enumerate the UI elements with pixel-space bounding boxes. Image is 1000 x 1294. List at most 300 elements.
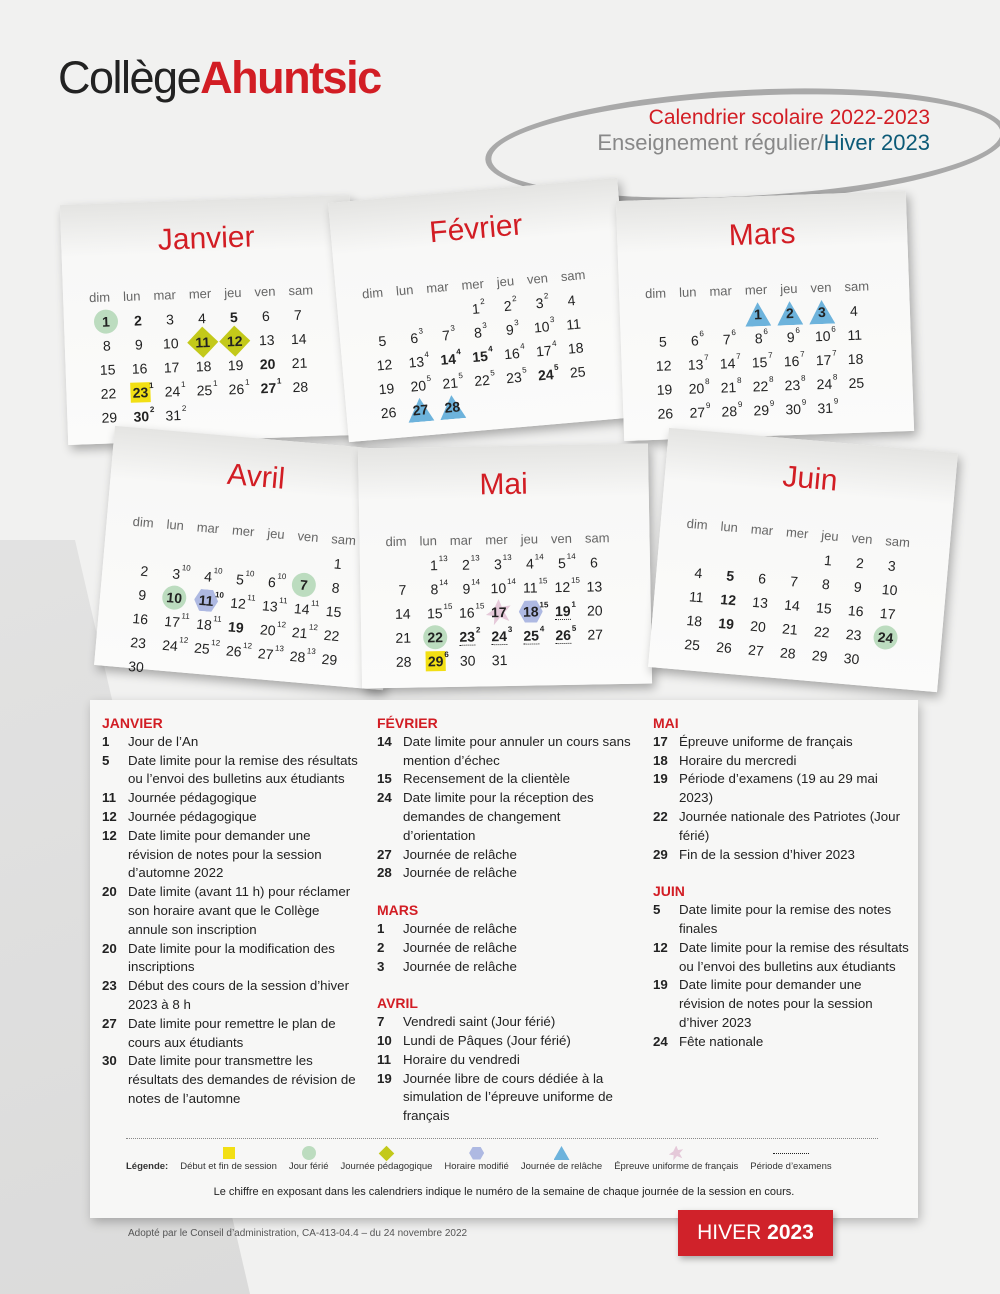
legend-text: Période d’examens	[750, 1161, 832, 1172]
day-number: 8	[102, 337, 111, 354]
day-number: 25	[569, 363, 587, 381]
day-cell	[514, 551, 546, 576]
legend-symbol	[381, 1145, 392, 1161]
empty-cell	[710, 303, 743, 328]
weekday-label: mar	[750, 521, 774, 539]
week-number: 15	[443, 601, 453, 612]
day-cell	[281, 643, 315, 670]
day-cell	[91, 357, 124, 382]
day-number: 4	[693, 564, 704, 582]
day-cell	[451, 600, 483, 625]
day-cell	[482, 576, 517, 601]
week-number: 14	[506, 576, 517, 586]
event-row	[377, 1051, 633, 1070]
weekday-label: sam	[330, 531, 357, 549]
month-card-mai	[358, 443, 652, 688]
empty-cell	[747, 541, 781, 568]
day-number: 14 7	[719, 351, 741, 372]
week-number: 8	[800, 373, 806, 383]
day-cell	[875, 552, 909, 579]
day-cell	[125, 404, 158, 429]
day-cell	[839, 597, 873, 624]
day-cell	[387, 626, 419, 651]
event-text: Période d’examens (19 au 29 mai 2023)	[679, 771, 878, 806]
event-text: Journée de relâche	[403, 920, 517, 936]
week-number: 9	[833, 396, 839, 406]
weekday-label: lun	[122, 288, 141, 304]
day-number: 11 10	[198, 590, 225, 610]
event-day: 28	[377, 865, 392, 881]
weekday-label: mar	[709, 283, 733, 299]
day-number: 21 8	[720, 375, 742, 396]
day-cell	[187, 611, 221, 638]
legend-item	[521, 1145, 602, 1172]
day-cell	[317, 598, 351, 625]
day-number: 3	[165, 311, 175, 328]
day-cell	[811, 547, 845, 574]
day-number: 9 3	[505, 317, 519, 339]
day-number: 16	[131, 360, 148, 377]
weekday-label: dim	[686, 515, 709, 533]
day-cell	[285, 595, 319, 622]
day-number: 11	[195, 333, 211, 351]
day-cell	[497, 364, 531, 391]
week-number: 12	[276, 619, 287, 630]
day-number: 7 6	[722, 328, 737, 348]
day-cell	[251, 351, 284, 376]
legend-item	[614, 1145, 738, 1172]
day-cell	[649, 401, 682, 426]
day-number: 20 8	[688, 376, 710, 397]
day-cell	[321, 550, 355, 577]
event-row	[377, 1032, 633, 1051]
day-cell	[465, 367, 499, 394]
week-number: 7	[736, 351, 741, 362]
day-cell	[646, 329, 679, 354]
event-row	[102, 808, 358, 827]
day-number: 30	[843, 649, 861, 668]
day-number: 23 1	[132, 380, 154, 401]
day-cell	[92, 381, 125, 406]
day-cell	[843, 550, 877, 577]
weekday-label: jeu	[820, 527, 840, 544]
day-cell	[223, 566, 257, 593]
legend-text: Épreuve uniforme de français	[614, 1161, 739, 1172]
event-text: Date limite pour demander une révision de notes pour la session d’automne 2022	[128, 827, 322, 881]
week-number: 1	[180, 379, 186, 390]
week-number: 2	[475, 625, 481, 635]
day-number: 2 2	[503, 294, 517, 315]
day-cell	[419, 649, 451, 674]
week-number: 8	[736, 375, 742, 386]
event-text: Épreuve uniforme de français	[679, 733, 853, 749]
day-number: 15 4	[471, 344, 494, 366]
exam-period-icon	[773, 1153, 809, 1154]
event-text: Horaire du mercredi	[679, 752, 797, 768]
day-cell	[514, 575, 546, 600]
day-cell	[771, 640, 805, 667]
day-cell	[745, 398, 778, 423]
empty-cell	[779, 544, 813, 571]
session-tag-year: 2023	[767, 1221, 814, 1244]
day-number: 27 13	[257, 643, 285, 663]
day-number: 3 2	[535, 291, 549, 312]
day-number: 21	[291, 354, 308, 372]
day-cell	[838, 322, 871, 347]
day-number: 7	[293, 306, 303, 324]
event-row	[102, 977, 358, 1015]
day-number: 27 1	[260, 376, 282, 397]
day-number: 3	[817, 303, 827, 321]
day-number: 2	[785, 304, 795, 322]
month-name: Mars	[728, 216, 797, 253]
day-number: 8 14	[430, 577, 449, 598]
day-cell	[806, 323, 839, 348]
event-text: Jour de l’An	[128, 733, 199, 749]
day-cell	[125, 581, 159, 608]
empty-cell	[427, 298, 461, 325]
day-number: 28 13	[289, 646, 317, 666]
day-number: 23	[129, 634, 147, 652]
week-number: 5	[571, 623, 577, 633]
weekday-label: lun	[678, 284, 697, 300]
day-cell	[188, 378, 221, 403]
day-number: 28 9	[721, 399, 743, 420]
day-cell	[523, 290, 557, 317]
day-cell	[491, 292, 525, 319]
week-number: 12	[210, 638, 221, 648]
day-number: 5	[725, 567, 735, 585]
week-number: 5	[521, 365, 528, 375]
day-cell	[713, 399, 746, 424]
day-number: 23 5	[505, 365, 528, 387]
week-number: 13	[274, 643, 285, 654]
day-cell	[742, 326, 775, 351]
week-number: 6	[763, 326, 769, 337]
day-number: 29	[101, 409, 118, 426]
day-number: 17 11	[163, 611, 191, 631]
day-number: 18	[847, 350, 864, 368]
day-number: 9	[134, 336, 143, 353]
day-cell	[869, 624, 903, 651]
day-number: 12 11	[229, 593, 257, 612]
group-gap	[377, 883, 633, 901]
day-number: 26	[657, 405, 674, 422]
day-number: 20	[259, 355, 276, 373]
day-number: 3	[887, 557, 897, 575]
day-cell	[775, 349, 808, 374]
event-day: 19	[377, 1070, 392, 1086]
day-number: 8 6	[754, 326, 769, 347]
day-number: 7 3	[441, 323, 456, 344]
week-number: 8	[704, 376, 710, 387]
day-number: 22 5	[473, 368, 496, 389]
day-number: 31 9	[817, 396, 839, 417]
week-number: 3	[507, 624, 513, 634]
week-number: 5	[489, 368, 496, 378]
day-cell	[680, 376, 713, 401]
day-number: 14	[783, 596, 801, 614]
day-cell	[255, 569, 289, 596]
weekday-label: lun	[719, 518, 739, 536]
month-name: Mai	[479, 467, 529, 502]
week-number: 5	[426, 373, 432, 384]
day-number: 7	[398, 581, 407, 598]
day-cell	[250, 327, 283, 352]
day-cell	[367, 351, 401, 378]
event-month-heading: JUIN	[653, 883, 685, 900]
event-day: 30	[102, 1053, 117, 1069]
weekday-label: sam	[288, 282, 314, 299]
day-number: 22 8	[752, 374, 774, 395]
day-number: 6	[261, 307, 271, 325]
day-cell	[219, 353, 252, 378]
day-number: 12	[375, 356, 393, 374]
day-cell	[153, 632, 187, 659]
day-number: 6 10	[267, 571, 287, 591]
event-month-heading: MARS	[377, 902, 419, 919]
events-panel	[90, 700, 918, 1218]
week-number: 1	[571, 599, 576, 609]
day-number: 28	[779, 644, 797, 662]
day-cell	[555, 287, 589, 314]
day-number: 10 14	[490, 576, 517, 597]
day-cell	[777, 397, 810, 422]
day-number: 26	[715, 638, 733, 657]
empty-cell	[289, 548, 323, 575]
event-day: 3	[377, 958, 385, 974]
week-number: 6	[444, 649, 449, 660]
day-cell	[450, 576, 482, 601]
releche-icon	[554, 1146, 570, 1160]
weekday-header	[89, 282, 313, 305]
day-number: 2 13	[461, 553, 480, 573]
day-cell	[418, 553, 450, 578]
day-cell	[124, 380, 157, 405]
week-number: 14	[439, 577, 449, 588]
day-number: 22	[323, 626, 341, 645]
subtitle-session: Hiver 2023	[823, 130, 930, 155]
month-card-mars	[616, 191, 914, 441]
day-cell	[743, 350, 776, 375]
day-cell	[123, 605, 157, 632]
event-text: Horaire du vendredi	[403, 1051, 520, 1067]
event-day: 20	[102, 940, 117, 956]
day-cell	[187, 354, 220, 379]
day-number: 28	[292, 378, 309, 396]
day-number: 8	[821, 575, 831, 593]
weekday-label: mer	[188, 285, 212, 302]
day-number: 15 15	[426, 601, 453, 622]
week-number: 7	[704, 352, 709, 363]
day-cell	[837, 621, 871, 648]
day-cell	[451, 624, 483, 649]
events-column-3	[653, 714, 909, 1052]
event-day: 23	[102, 978, 117, 994]
week-number: 4	[551, 338, 557, 349]
weekday-label: jeu	[223, 284, 242, 301]
week-number: 1	[148, 380, 154, 391]
day-cell	[90, 333, 123, 358]
day-cell	[387, 650, 419, 675]
event-day: 10	[377, 1032, 392, 1048]
day-number: 5 14	[557, 551, 576, 572]
legend-note: Le chiffre en exposant dans les calendriers indique le numéro de la semaine de chaque journée de la session en cours.	[213, 1186, 795, 1198]
empty-cell	[161, 536, 195, 563]
day-number: 9 6	[786, 325, 801, 346]
day-number: 29	[811, 647, 829, 665]
day-cell	[119, 653, 153, 680]
day-cell	[559, 335, 593, 362]
day-cell	[805, 299, 838, 324]
day-cell	[218, 305, 251, 330]
peda-icon	[379, 1145, 395, 1161]
day-cell	[709, 610, 743, 637]
week-number: 3	[481, 320, 488, 331]
week-number: 6	[699, 329, 705, 339]
day-cell	[157, 403, 190, 428]
day-number: 18	[195, 357, 212, 375]
week-number: 11	[181, 611, 191, 622]
day-cell	[397, 325, 431, 352]
day-number: 1 13	[429, 554, 448, 574]
day-number: 31	[491, 651, 508, 669]
day-number: 25 4	[523, 624, 545, 644]
day-cell	[546, 575, 581, 600]
day-number: 4 10	[203, 565, 223, 585]
day-number: 26 1	[228, 377, 250, 398]
week-number: 14	[471, 577, 481, 587]
day-number: 15	[815, 599, 833, 617]
event-text: Fin de la session d’hiver 2023	[679, 846, 855, 862]
day-number: 17 4	[535, 338, 557, 360]
week-number: 10	[245, 568, 255, 579]
day-number: 20	[749, 617, 767, 635]
day-cell	[217, 638, 251, 665]
day-cell	[840, 370, 873, 395]
day-number: 3 10	[171, 563, 192, 583]
day-number: 18 11	[195, 614, 223, 633]
week-number: 7	[831, 348, 837, 358]
event-row	[653, 808, 909, 846]
event-day: 18	[653, 752, 668, 768]
day-number: 5	[377, 332, 387, 350]
day-number: 30	[127, 657, 145, 676]
event-row	[377, 939, 633, 958]
calendar-subtitle	[597, 130, 930, 156]
day-number: 4	[849, 302, 859, 320]
day-number: 13	[751, 593, 769, 612]
day-cell	[648, 377, 681, 402]
day-number: 27	[411, 401, 429, 419]
day-number: 23 8	[784, 373, 806, 394]
day-cell	[219, 614, 253, 641]
day-number: 10 6	[814, 324, 836, 345]
day-number: 11	[688, 588, 705, 606]
day-number: 25 12	[193, 638, 221, 657]
weekday-label: mar	[449, 532, 473, 548]
day-cell	[221, 590, 255, 617]
day-cell	[678, 328, 711, 353]
event-day: 5	[653, 902, 661, 918]
week-number: 13	[502, 552, 512, 563]
day-cell	[319, 574, 353, 601]
weekday-label: lun	[165, 516, 185, 534]
day-cell	[156, 379, 189, 404]
day-number: 4	[566, 291, 577, 309]
day-cell	[547, 599, 579, 624]
weekday-label: ven	[254, 283, 276, 300]
week-number: 15	[570, 575, 581, 585]
day-cell	[403, 396, 437, 423]
day-number: 11 15	[522, 576, 548, 596]
day-cell	[679, 583, 713, 610]
event-text: Journée pédagogique	[128, 790, 257, 806]
event-text: Date limite (avant 11 h) pour réclamer son horaire avant que le Collège annule son inscription	[128, 884, 351, 937]
weekday-label: dim	[385, 533, 407, 550]
day-cell	[681, 560, 715, 587]
day-number: 6 3	[409, 326, 424, 347]
event-day: 11	[102, 790, 117, 806]
day-number: 3 13	[493, 552, 512, 573]
day-cell	[679, 352, 712, 377]
day-cell	[835, 645, 869, 672]
day-cell	[287, 572, 321, 599]
event-text: Date limite pour la modification des inscriptions	[128, 940, 335, 975]
day-number: 31 2	[165, 403, 187, 424]
day-cell	[483, 600, 515, 625]
event-day: 24	[377, 790, 392, 806]
events-column-1	[102, 714, 358, 1109]
day-number: 26 12	[225, 640, 253, 660]
day-number: 29 9	[753, 398, 775, 419]
week-number: 3	[549, 314, 555, 325]
legend-label: Légende:	[126, 1161, 169, 1172]
week-number: 10	[277, 571, 287, 582]
day-cell	[249, 303, 282, 328]
event-text: Début des cours de la session d’hiver 2023 à 8 h	[128, 978, 349, 1012]
day-number: 14 4	[439, 347, 462, 368]
day-number: 25	[848, 374, 865, 392]
event-day: 12	[102, 827, 117, 843]
day-cell	[707, 634, 741, 661]
legend-text: Début et fin de session	[180, 1161, 277, 1172]
day-cell	[315, 622, 349, 649]
day-cell	[809, 571, 843, 598]
calendar-header	[597, 106, 930, 156]
week-number: 4	[424, 349, 430, 360]
day-number: 5	[658, 333, 667, 350]
empty-cell	[678, 304, 711, 329]
event-month-heading: FÉVRIER	[377, 715, 438, 731]
day-number: 24	[877, 628, 895, 647]
day-cell	[527, 338, 561, 365]
day-number: 15 7	[751, 350, 773, 371]
day-number: 13	[258, 331, 275, 349]
event-text: Lundi de Pâques (Jour férié)	[403, 1032, 571, 1048]
day-cell	[739, 637, 773, 664]
empty-cell	[193, 539, 227, 566]
event-row	[377, 958, 633, 977]
day-number: 10	[162, 335, 179, 352]
day-number: 19	[717, 614, 735, 633]
event-row	[653, 901, 909, 939]
day-number: 22	[813, 623, 831, 641]
day-cell	[186, 306, 219, 331]
week-number: 7	[799, 349, 805, 359]
weekday-label: ven	[526, 270, 549, 288]
day-cell	[251, 617, 285, 644]
